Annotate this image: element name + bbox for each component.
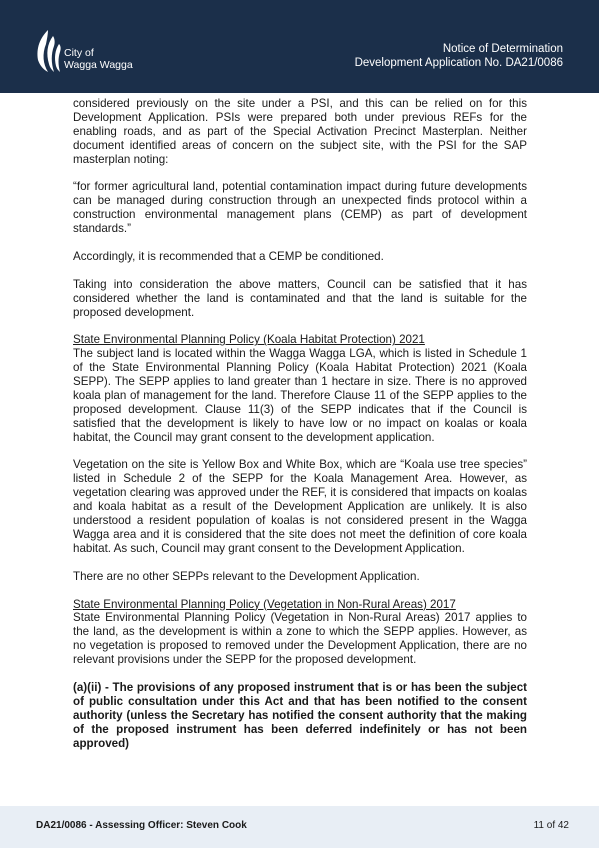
logo-text [64, 47, 133, 71]
logo-line-2: Wagga Wagga [64, 59, 133, 71]
paragraph: Accordingly, it is recommended that a CEMP be conditioned. [73, 249, 384, 263]
header-title-line-1: Notice of Determination [442, 43, 563, 55]
section-heading-koala-sepp: State Environmental Planning Policy (Koala Habitat Protection) 2021 [73, 333, 425, 347]
header-title-line-2: Development Application No. DA21/0086 [354, 57, 563, 69]
header-title [355, 42, 563, 70]
paragraph: There are no other SEPPs relevant to the Development Application. [73, 569, 420, 583]
page-footer [0, 806, 599, 848]
page-number: 11 of 42 [533, 820, 569, 831]
paragraph: considered previously on the site under a PSI, and this can be relied on for this Development Application. PSIs were prepared both under previous REFs for the enabling roads, and as part of the Special Activation Precinct Masterplan. Neither document identified areas of concern on the subject site, with the PSI for the SAP masterplan noting: [73, 97, 527, 166]
paragraph: State Environmental Planning Policy (Vegetation in Non-Rural Areas) 2017 applies to the land, as the development is within a zone to which the SEPP applies. However, as no vegetation is proposed to removed under the Development Application, there are no relevant provisions under the SEPP for the proposed development. [73, 611, 527, 667]
paragraph: Taking into consideration the above matters, Council can be satisfied that it has considered whether the land is contaminated and that the land is suitable for the proposed development. [73, 277, 527, 319]
document-body [73, 97, 527, 750]
logo-line-1: City of [64, 47, 94, 59]
section-heading-vegetation-sepp: State Environmental Planning Policy (Vegetation in Non-Rural Areas) 2017 [73, 597, 456, 611]
paragraph: Vegetation on the site is Yellow Box and White Box, which are “Koala use tree species” listed in Schedule 2 of the SEPP for the Koala Management Area. However, as vegetation clearing was approved under the REF, it is considered that impacts on koalas and koala habitat as a result of the Development Application are unlikely. It is also understood a resident population of koalas is not considered present in the Wagga Wagga area and it is considered that the site does not meet the definition of core koala habitat. As such, Council may grant consent to the Development Application. [73, 458, 527, 555]
bold-clause-heading: (a)(ii) - The provisions of any proposed instrument that is or has been the subject of public consultation under this Act and that has been notified to the consent authority (unless the Secretary has notified the consent authority that the making of the proposed instrument has been deferred indefinitely or has not been approved) [73, 680, 527, 750]
page-header [0, 0, 599, 93]
quote-paragraph: “for former agricultural land, potential contamination impact during future developments can be managed during construction through an unexpected finds protocol within a construction environmental management plans (CEMP) as part of development standards.” [73, 180, 527, 236]
council-logo [34, 28, 144, 76]
paragraph: The subject land is located within the Wagga Wagga LGA, which is listed in Schedule 1 of the State Environmental Planning Policy (Koala Habitat Protection) 2021 (Koala SEPP). The SEPP applies to land greater than 1 hectare in size. There is no approved koala plan of management for the land. Therefore Clause 11 of the SEPP applies to the proposed development. Clause 11(3) of the SEPP indicates that if the Council is satisfied that the development is likely to have low or no impact on koalas or koala habitat, the Council may grant consent to the development application. [73, 347, 527, 444]
city-of-wagga-wagga-logo-icon [34, 28, 64, 74]
footer-assessing-officer: DA21/0086 - Assessing Officer: Steven Cook [36, 820, 247, 831]
